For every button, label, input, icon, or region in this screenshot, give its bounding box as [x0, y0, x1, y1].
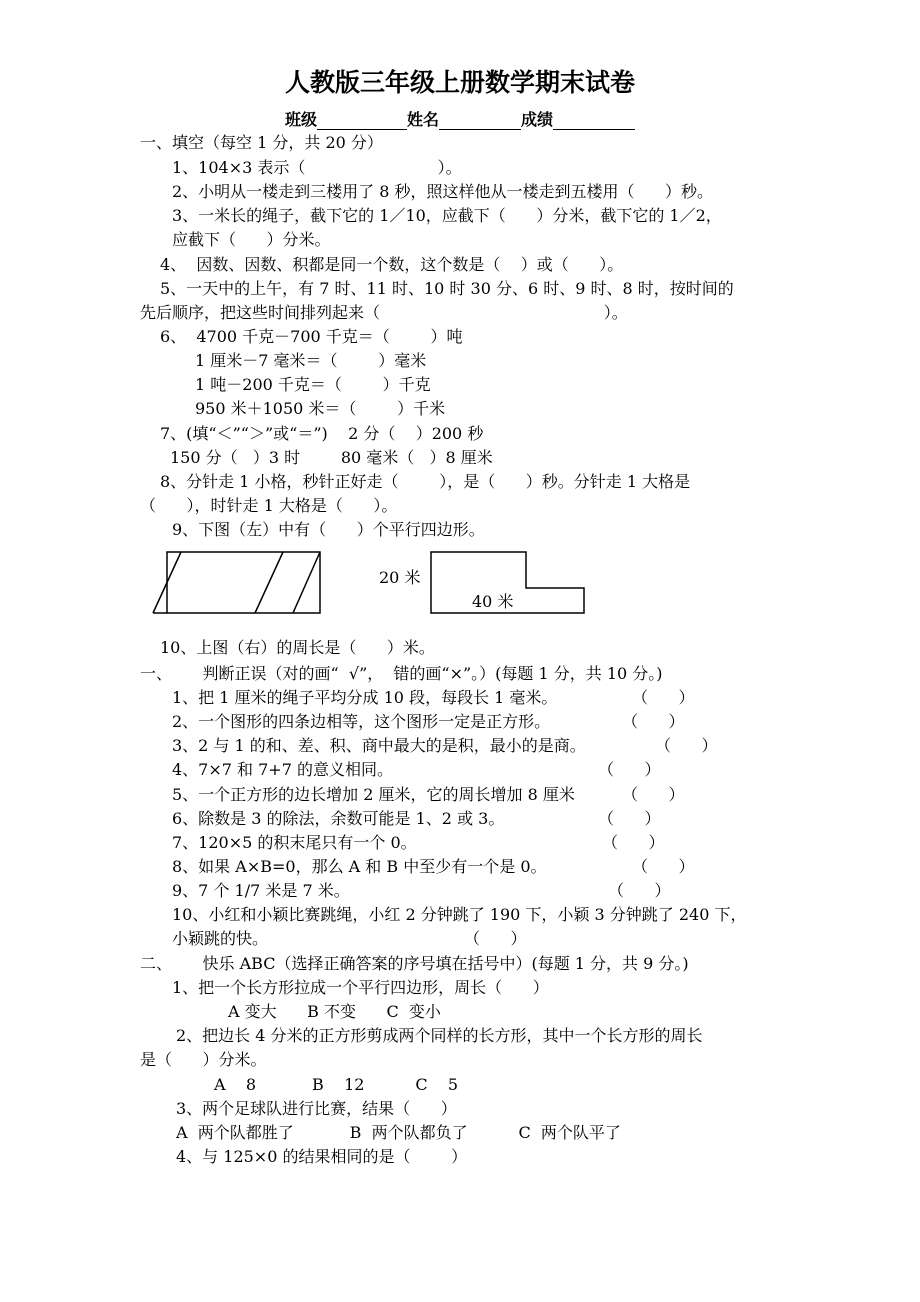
s1-q5-line1: 5、一天中的上午，有 7 时、11 时、10 时 30 分、6 时、9 时、8 时，按时间的 [160, 279, 734, 298]
s2-q9: 9、7 个 1/7 米是 7 米。 [172, 881, 350, 900]
s2-q5-answer[interactable]: （ ） [622, 785, 685, 804]
s2-q10-line1: 10、小红和小颖比赛跳绳，小红 2 分钟跳了 190 下，小颖 3 分钟跳了 240 下， [172, 905, 747, 924]
name-label: 姓名 [406, 110, 439, 129]
section2-heading: 一、 判断正误（对的画“ √”， 错的画“×”。）(每题 1 分，共 10 分。) [140, 664, 663, 683]
s2-q6: 6、除数是 3 的除法，余数可能是 1、2 或 3。 [172, 809, 505, 828]
s1-q7-line2: 150 分（ ）3 时 80 毫米（ ）8 厘米 [170, 448, 493, 467]
s1-q8-line2: （ ），时针走 1 大格是（ ）。 [140, 496, 398, 515]
s2-q7: 7、120×5 的积末尾只有一个 0。 [172, 833, 417, 852]
s3-q1-options: A 变大 B 不变 C 变小 [228, 1002, 441, 1021]
class-blank[interactable] [317, 113, 407, 130]
s1-q10: 10、上图（右）的周长是（ ）米。 [160, 638, 435, 657]
s2-q8-answer[interactable]: （ ） [632, 857, 695, 876]
student-info-header [0, 110, 920, 130]
s2-q3-answer[interactable]: （ ） [655, 736, 718, 755]
s3-q2-line2: 是（ ）分米。 [140, 1050, 267, 1069]
section1-heading: 一、填空（每空 1 分，共 20 分） [140, 133, 383, 152]
s3-q1: 1、把一个长方形拉成一个平行四边形，周长（ ） [172, 978, 549, 997]
s2-q10-line2: 小颖跳的快。 [172, 929, 269, 948]
s2-q6-answer[interactable]: （ ） [598, 809, 661, 828]
parallelogram-figure [150, 550, 325, 616]
figure-length-label: 40 米 [472, 592, 514, 611]
s2-q4: 4、7×7 和 7+7 的意义相同。 [172, 760, 393, 779]
s2-q2: 2、一个图形的四条边相等，这个图形一定是正方形。 [172, 712, 551, 731]
s1-q6-c: 1 吨－200 千克＝（ ）千克 [195, 375, 431, 394]
s3-q3-options: A 两个队都胜了 B 两个队都负了 C 两个队平了 [176, 1123, 621, 1142]
s1-q6-d: 950 米＋1050 米＝（ ）千米 [195, 399, 446, 418]
s3-q4: 4、与 125×0 的结果相同的是（ ） [176, 1147, 468, 1166]
score-blank[interactable] [553, 113, 635, 130]
s2-q4-answer[interactable]: （ ） [598, 760, 661, 779]
s1-q4: 4、 因数、因数、积都是同一个数，这个数是（ ）或（ ）。 [160, 255, 624, 274]
score-label: 成绩 [521, 110, 554, 129]
s3-q2-options: A 8 B 12 C 5 [214, 1075, 459, 1094]
s2-q8: 8、如果 A×B=0，那么 A 和 B 中至少有一个是 0。 [172, 857, 547, 876]
s3-q2-line1: 2、把边长 4 分米的正方形剪成两个同样的长方形，其中一个长方形的周长 [176, 1026, 703, 1045]
name-blank[interactable] [439, 113, 521, 130]
page-title: 人教版三年级上册数学期末试卷 [284, 68, 635, 97]
s2-q10-answer[interactable]: （ ） [464, 929, 527, 948]
s2-q5: 5、一个正方形的边长增加 2 厘米，它的周长增加 8 厘米 [172, 785, 575, 804]
s1-q6-a: 6、 4700 千克－700 千克＝（ ）吨 [160, 327, 463, 346]
section3-heading: 二、 快乐 ABC（选择正确答案的序号填在括号中）(每题 1 分，共 9 分。) [140, 954, 689, 973]
s2-q9-answer[interactable]: （ ） [608, 881, 671, 900]
s1-q2: 2、小明从一楼走到三楼用了 8 秒，照这样他从一楼走到五楼用（ ）秒。 [172, 182, 714, 201]
s2-q3: 3、2 与 1 的和、差、积、商中最大的是积，最小的是商。 [172, 736, 586, 755]
s2-q7-answer[interactable]: （ ） [602, 833, 665, 852]
s2-q2-answer[interactable]: （ ） [622, 712, 685, 731]
class-label: 班级 [284, 110, 317, 129]
figure-width-label: 20 米 [379, 568, 421, 587]
s1-q7-line1: 7、(填“＜”“＞”或“＝”) 2 分（ ）200 秒 [160, 424, 484, 443]
s1-q3-line2: 应截下（ ）分米。 [172, 230, 331, 249]
s3-q3: 3、两个足球队进行比赛，结果（ ） [176, 1099, 457, 1118]
s1-q5-line2: 先后顺序，把这些时间排列起来（ ）。 [140, 303, 628, 322]
s2-q1-answer[interactable]: （ ） [632, 688, 695, 707]
s2-q1: 1、把 1 厘米的绳子平均分成 10 段，每段长 1 毫米。 [172, 688, 558, 707]
s1-q6-b: 1 厘米－7 毫米＝（ ）毫米 [195, 351, 427, 370]
s1-q1: 1、104×3 表示（ ）。 [172, 158, 462, 177]
s1-q8-line1: 8、分针走 1 小格，秒针正好走（ ），是（ ）秒。分针走 1 大格是 [160, 472, 691, 491]
s1-q3-line1: 3、一米长的绳子，截下它的 1／10，应截下（ ）分米，截下它的 1／2， [172, 206, 722, 225]
s1-q9: 9、下图（左）中有（ ）个平行四边形。 [172, 520, 485, 539]
